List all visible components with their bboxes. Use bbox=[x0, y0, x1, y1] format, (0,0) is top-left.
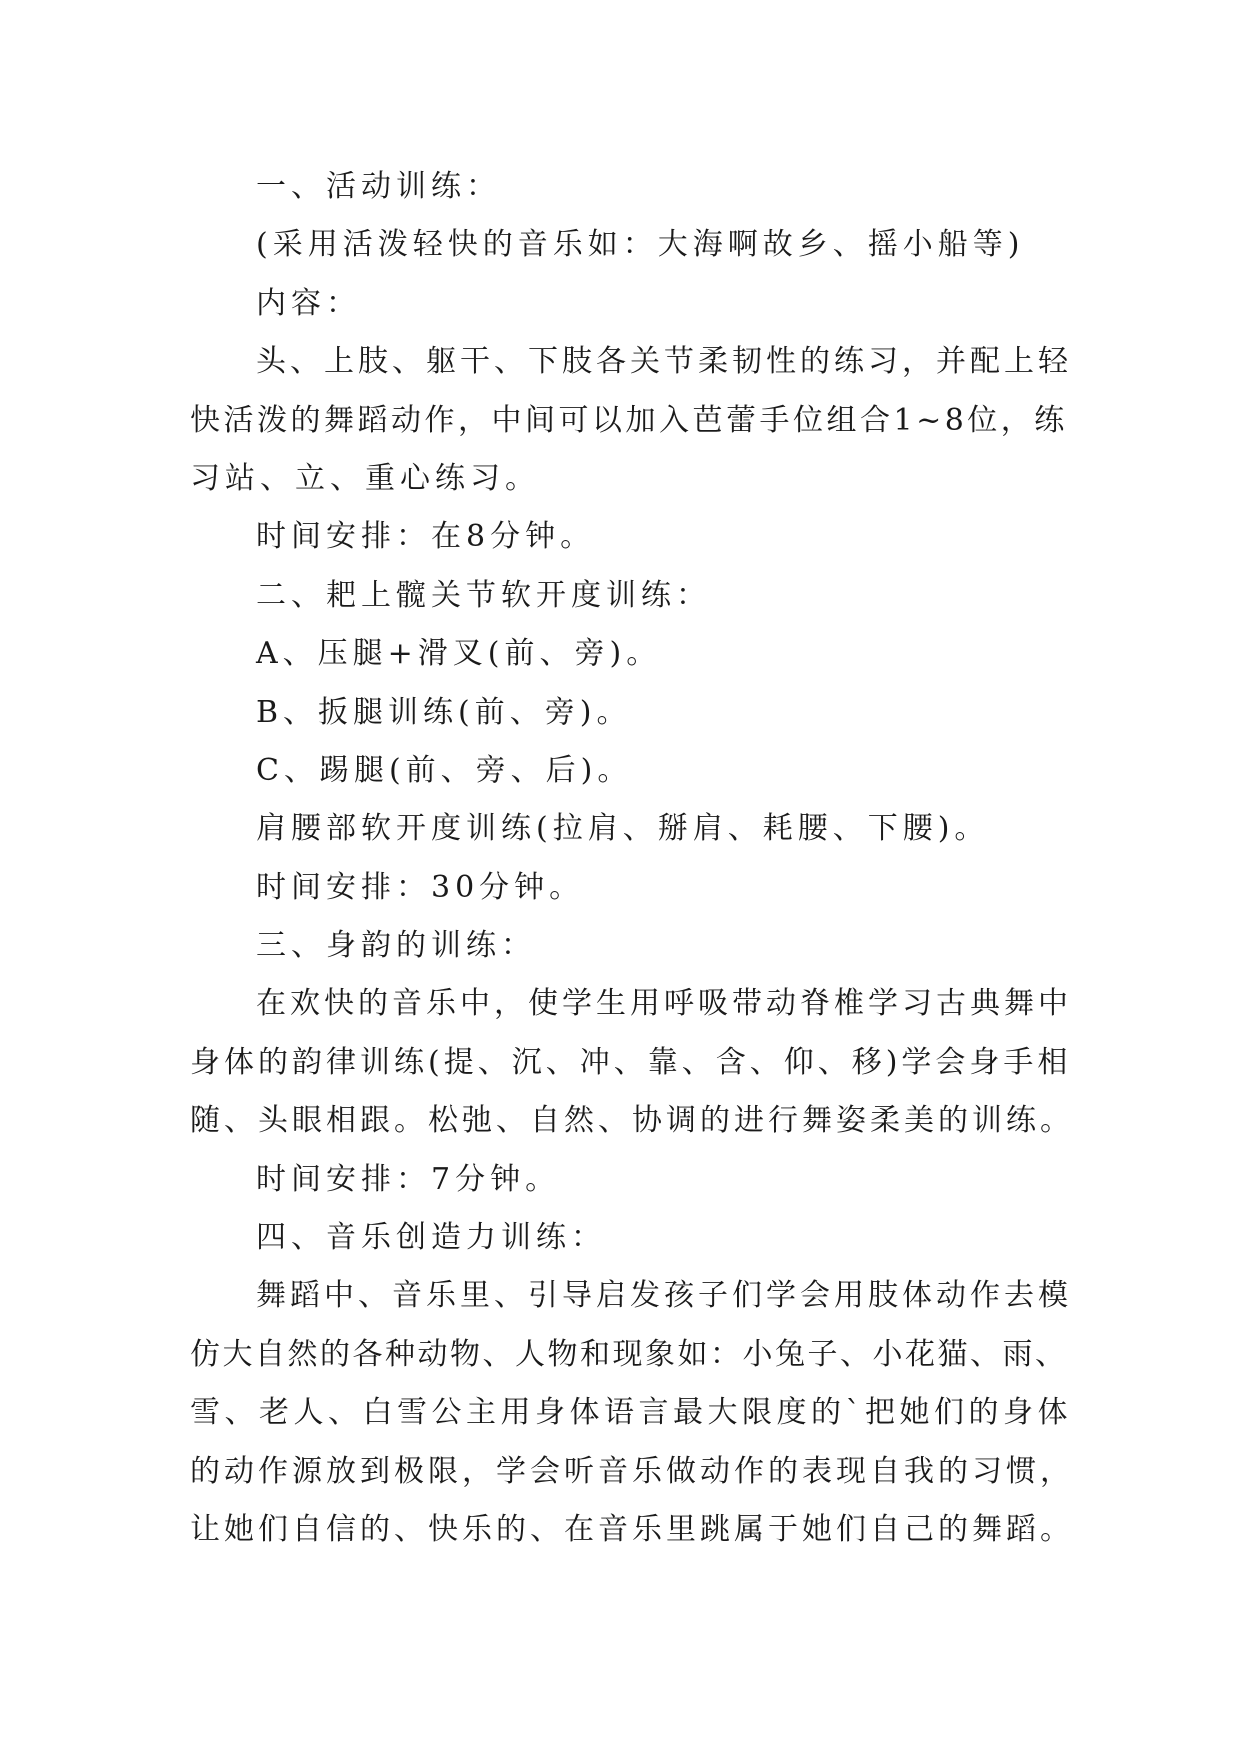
text-line: 舞蹈中、音乐里、引导启发孩子们学会用肢体动作去模 bbox=[256, 1278, 1072, 1314]
text-line: (采用活泼轻快的音乐如：大海啊故乡、摇小船等) bbox=[256, 227, 1025, 263]
text-line: 随、头眼相跟。松弛、自然、协调的进行舞姿柔美的训练。 bbox=[190, 1103, 1074, 1139]
text-line: 快活泼的舞蹈动作，中间可以加入芭蕾手位组合1~8位，练 bbox=[190, 402, 1068, 438]
text-line: 时间安排：30分钟。 bbox=[256, 869, 585, 905]
text-line: 四、音乐创造力训练： bbox=[256, 1220, 606, 1256]
text-line: 在欢快的音乐中，使学生用呼吸带动脊椎学习古典舞中 bbox=[256, 986, 1072, 1022]
text-line: 身体的韵律训练(提、沉、冲、靠、含、仰、移)学会身手相 bbox=[190, 1044, 1072, 1080]
text-line: A、压腿+滑叉(前、旁)。 bbox=[256, 636, 662, 672]
text-line: 二、耙上髋关节软开度训练： bbox=[256, 577, 711, 613]
text-line: 习站、立、重心练习。 bbox=[190, 460, 540, 496]
text-line: 的动作源放到极限，学会听音乐做动作的表现自我的习惯， bbox=[190, 1453, 1074, 1489]
text-line: 时间安排：在8分钟。 bbox=[256, 519, 596, 555]
text-line: 三、身韵的训练： bbox=[256, 928, 536, 964]
text-line: 头、上肢、躯干、下肢各关节柔韧性的练习，并配上轻 bbox=[256, 344, 1072, 380]
text-line: 让她们自信的、快乐的、在音乐里跳属于她们自己的舞蹈。 bbox=[190, 1511, 1074, 1547]
text-line: C、踢腿(前、旁、后)。 bbox=[256, 752, 633, 788]
document-body bbox=[190, 158, 1074, 1559]
text-line: 雪、老人、白雪公主用身体语言最大限度的`把她们的身体 bbox=[190, 1395, 1072, 1431]
text-line: 仿大自然的各种动物、人物和现象如：小兔子、小花猫、雨、 bbox=[190, 1336, 1068, 1372]
text-line: 肩腰部软开度训练(拉肩、掰肩、耗腰、下腰)。 bbox=[256, 811, 990, 847]
text-line: 时间安排：7分钟。 bbox=[256, 1161, 561, 1197]
text-line: 一、活动训练： bbox=[256, 169, 501, 204]
text-line: 内容： bbox=[256, 285, 361, 321]
text-line: B、扳腿训练(前、旁)。 bbox=[256, 694, 632, 730]
